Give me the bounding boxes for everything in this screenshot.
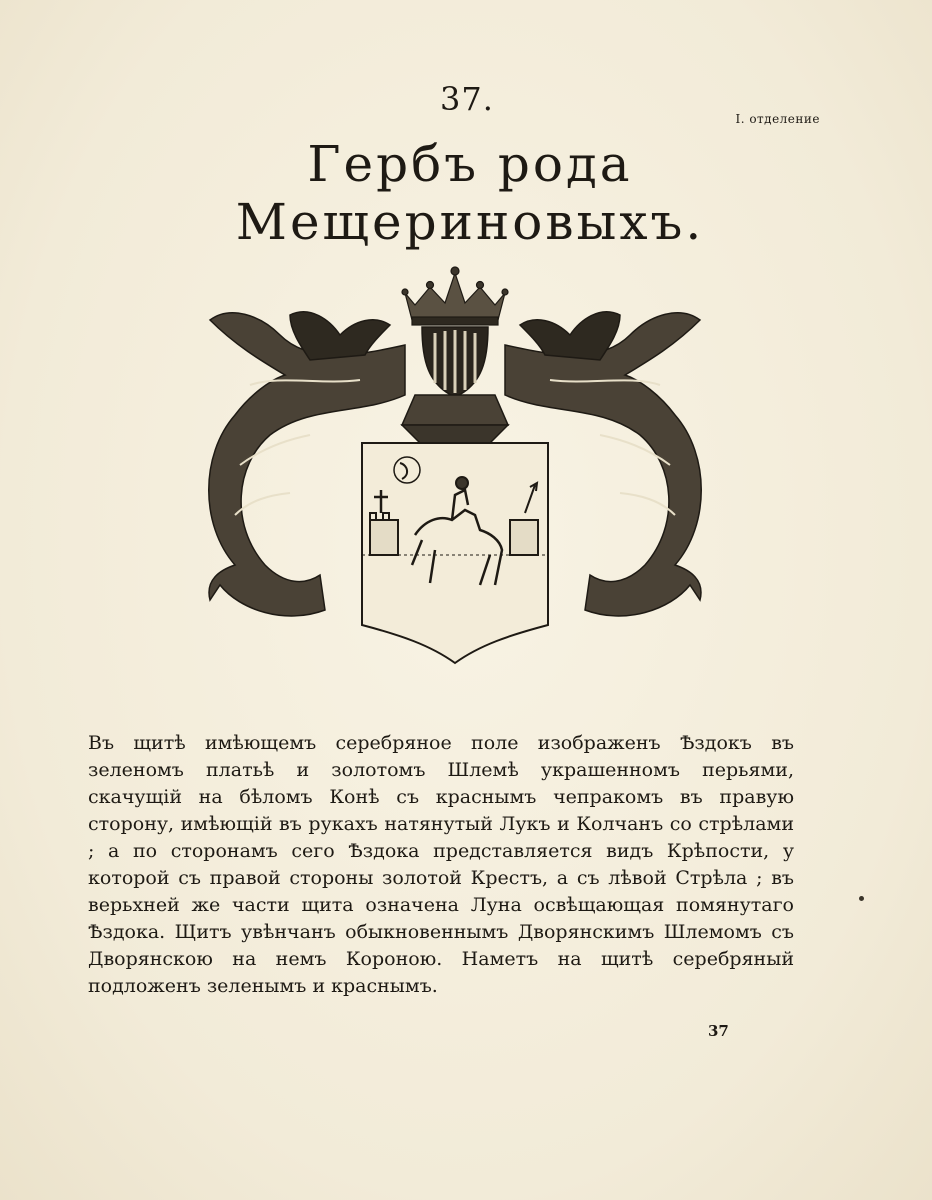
- helmet: [402, 327, 508, 443]
- section-note: I. отделение: [735, 112, 820, 126]
- footer-page-number: 37: [708, 1022, 729, 1040]
- page-number: 37.: [440, 80, 494, 118]
- description-text: Въ щитѣ имѣющемъ серебряное поле изображенъ Ѣздокъ въ зеленомъ платьѣ и золотомъ Шлемѣ украшенномъ перьями, скачущій на бѣломъ Конѣ съ краснымъ чепракомъ въ правую сторону, имѣющій въ рукахъ натянутый Лукъ и Колчанъ со стрѣлами ; а по сторонамъ сего Ѣздока представляется видъ Крѣпости, у которой съ правой стороны золотой Крестъ, а съ лѣвой Стрѣла ; въ верьхней же части щита означена Луна освѣщающая помянутаго Ѣздока. Щитъ увѣнчанъ обыкновеннымъ Дворянскимъ Шлемомъ съ Дворянскою на немъ Короною. Наметъ на щитѣ серебряный подложенъ зеленымъ и краснымъ.: [88, 732, 794, 997]
- shield: [362, 443, 548, 663]
- coat-of-arms-engraving: [190, 265, 720, 665]
- page-title: Гербъ рода Мещериновыхъ.: [235, 135, 705, 251]
- crown: [402, 267, 508, 325]
- ink-speck: [859, 896, 864, 901]
